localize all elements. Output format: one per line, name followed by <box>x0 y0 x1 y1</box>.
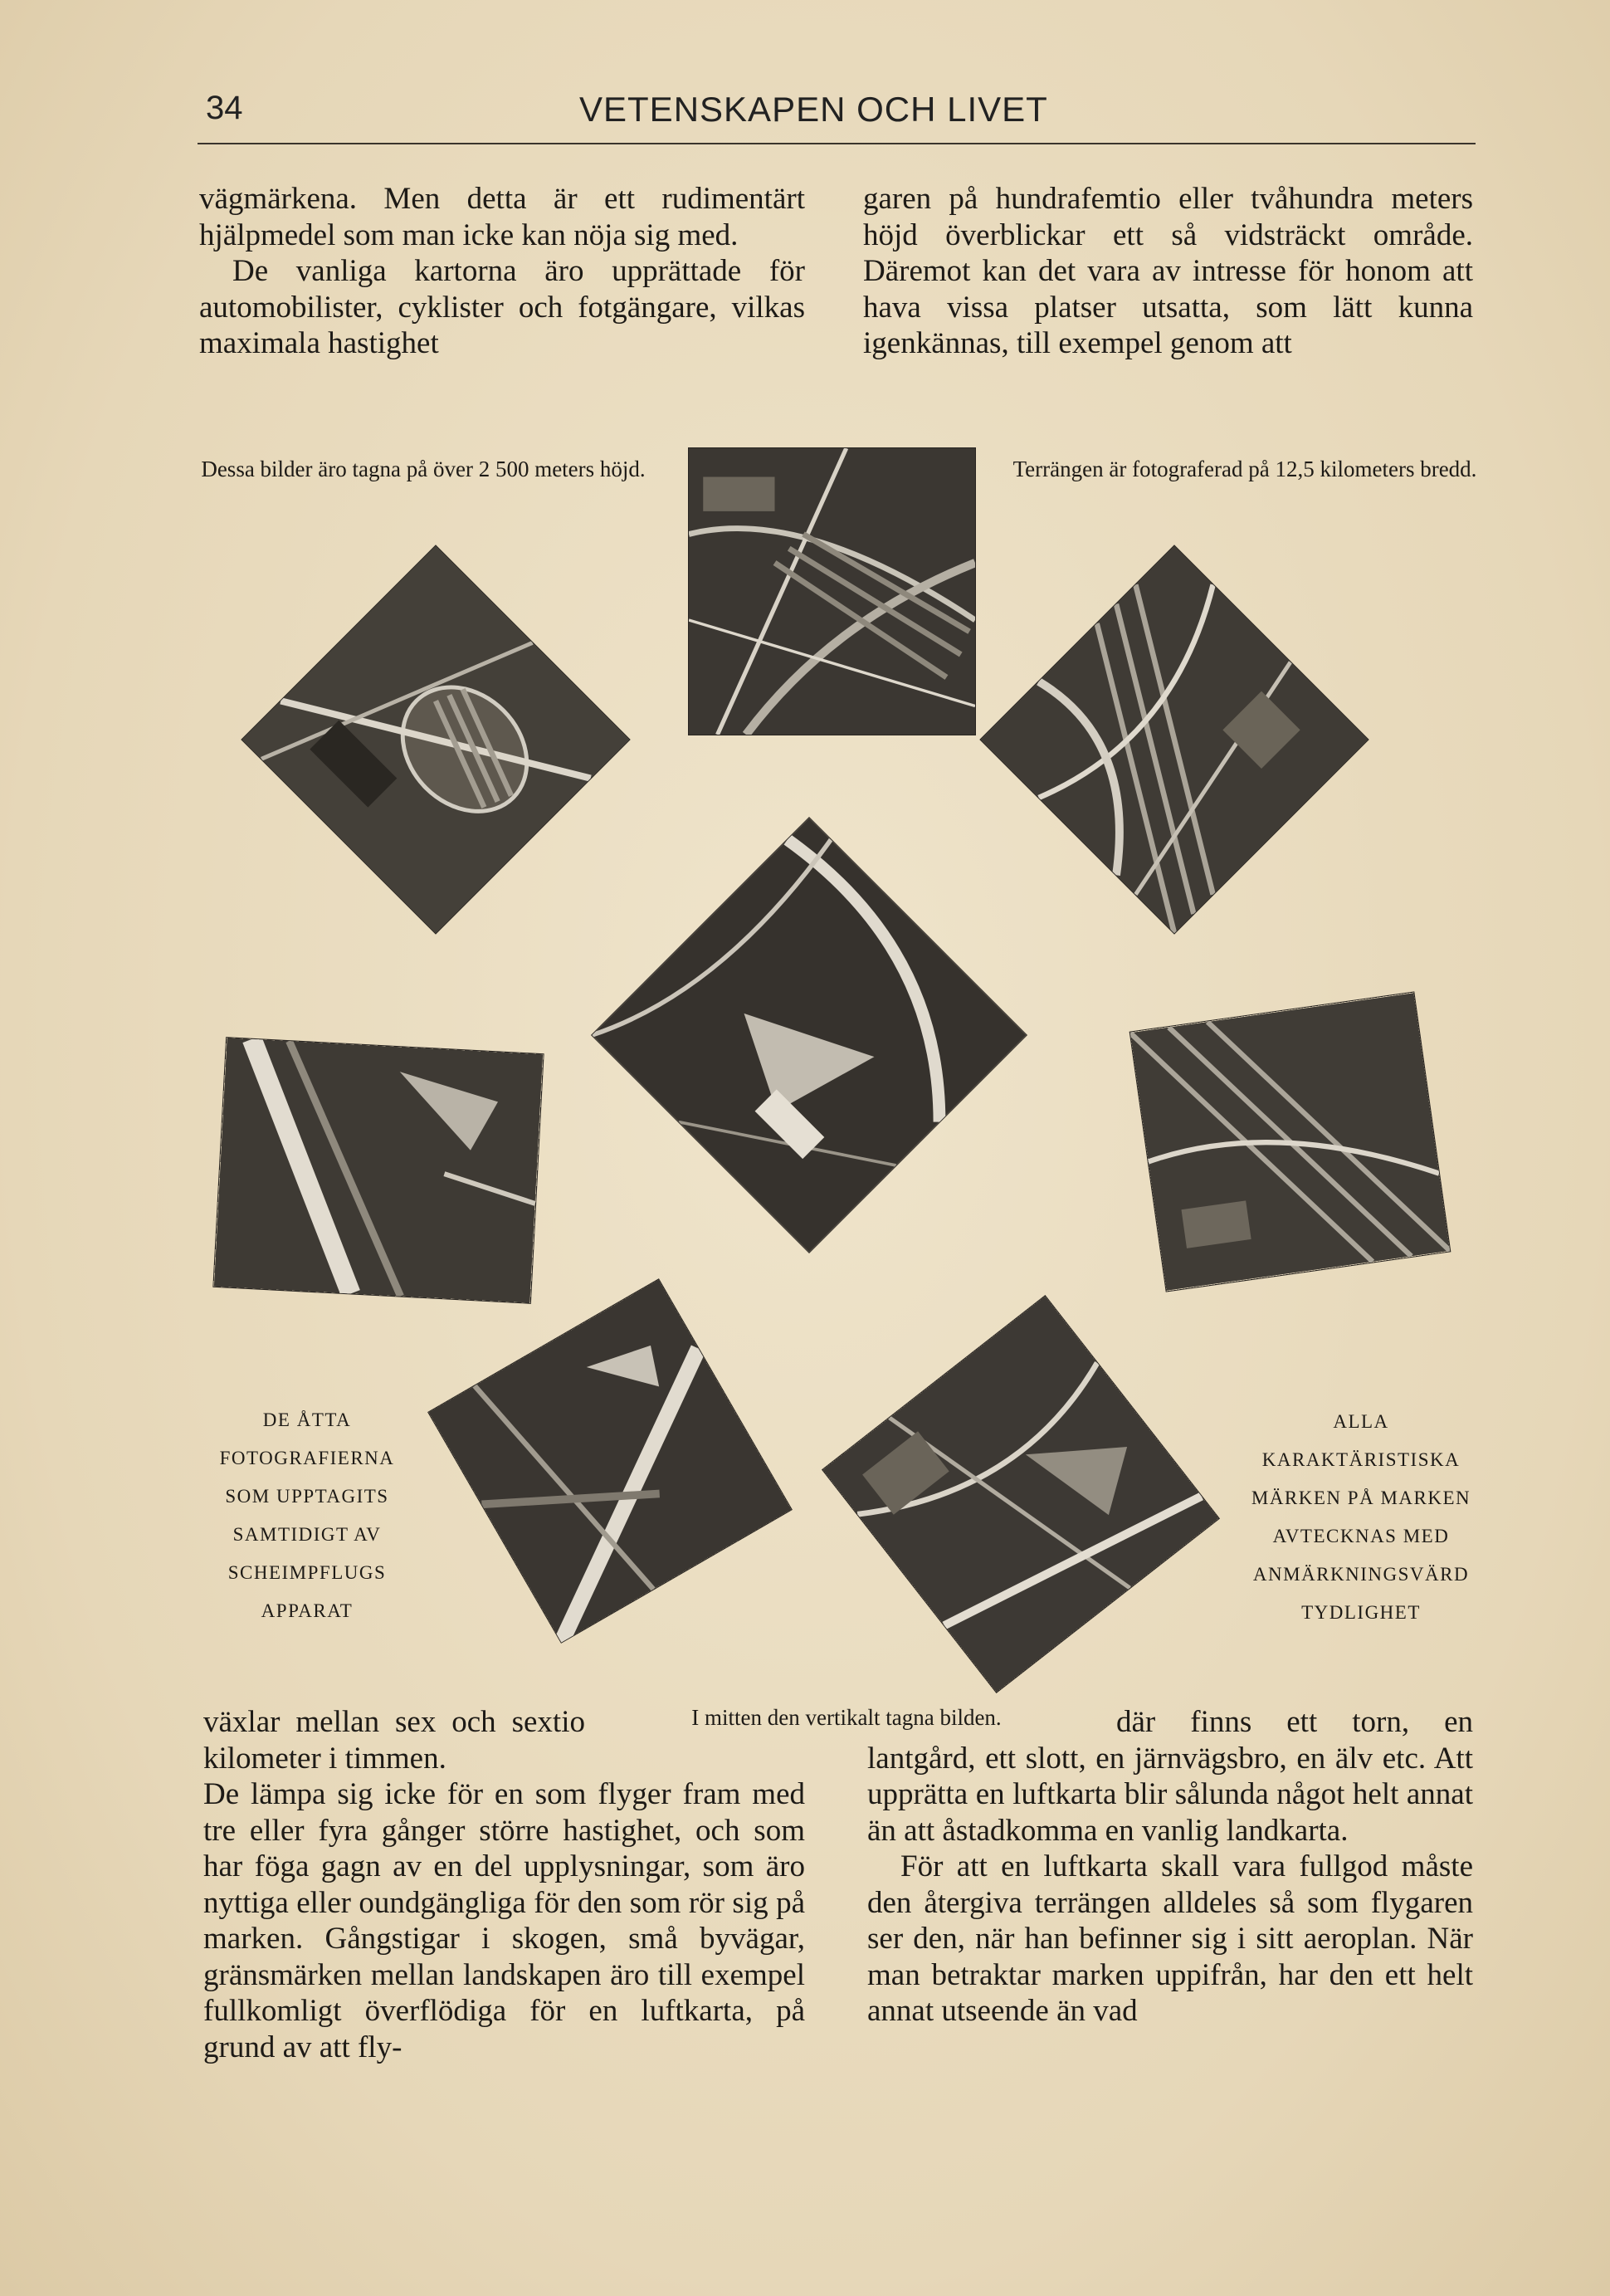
running-title: VETENSKAPEN OCH LIVET <box>579 90 1048 129</box>
bottom-left-column <box>203 1704 805 2065</box>
caption-eight-photos: DE ÅTTA FOTOGRAFIERNA SOM UPPTAGITS SAMTIDIGT AV SCHEIMPFLUGS APPARAT <box>219 1409 395 1621</box>
top-left-column <box>199 181 805 362</box>
aerial-photo-top <box>689 448 975 735</box>
caption-vertical-photo: I mitten den vertikalt tagna bilden. <box>691 1705 1002 1730</box>
aerial-photo-left <box>213 1038 543 1303</box>
caption-terrain-width: Terrängen är fotograferad på 12,5 kilometers bredd. <box>1012 457 1477 481</box>
paragraph: vägmärkena. Men detta är ett rudimentärt hjälpmedel som man icke kan nöja sig med. <box>199 182 805 252</box>
caption-altitude: Dessa bilder äro tagna på över 2 500 meters höjd. <box>201 457 646 481</box>
paragraph: De vanliga kartorna äro upprättade för automobilister, cyklister och fotgängare, vilkas maximala hastighet <box>199 254 805 360</box>
bottom-right-column <box>867 1704 1473 2030</box>
page-number: 34 <box>206 90 243 126</box>
top-right-column <box>863 181 1473 362</box>
paragraph: där finns ett torn, en lantgård, ett slott, en järnvägsbro, en älv etc. Att upprätta en luftkarta blir sålunda något helt annat än att åstadkomma en vanlig landkarta. <box>867 1705 1473 1848</box>
page-header <box>198 90 1476 144</box>
caption-characteristic-marks: ALLA KARAKTÄRISTISKA MÄRKEN PÅ MARKEN AVTECKNAS MED ANMÄRKNINGSVÄRD TYDLIGHET <box>1251 1411 1471 1623</box>
paragraph: garen på hundrafemtio eller tvåhundra meters höjd överblickar ett så vidsträckt område. Däremot kan det vara av intresse för honom att hava vissa platser utsatta, som lätt kunna igenkännas, till exempel genom att <box>863 182 1473 360</box>
paragraph: För att en luftkarta skall vara fullgod måste den återgiva terrängen alldeles så som flygaren ser den, när han befinner sig i sitt aeroplan. När man betraktar marken uppifrån, har den ett helt annat utseende än vad <box>867 1849 1473 2028</box>
paragraph: De lämpa sig icke för en som flyger fram med tre eller fyra gånger större hastighet, och som har föga gagn av en del upplysningar, som äro nyttiga eller oundgängliga för den som rör sig på marken. Gångstigar i skogen, små byvägar, gränsmärken mellan landskapen äro till exempel fullkomligt överflödiga för en luftkarta, på grund av att fly- <box>203 1777 805 2064</box>
aerial-photo-right <box>1130 993 1450 1292</box>
paragraph: växlar mellan sex och sextio kilometer i timmen. <box>203 1705 585 1776</box>
